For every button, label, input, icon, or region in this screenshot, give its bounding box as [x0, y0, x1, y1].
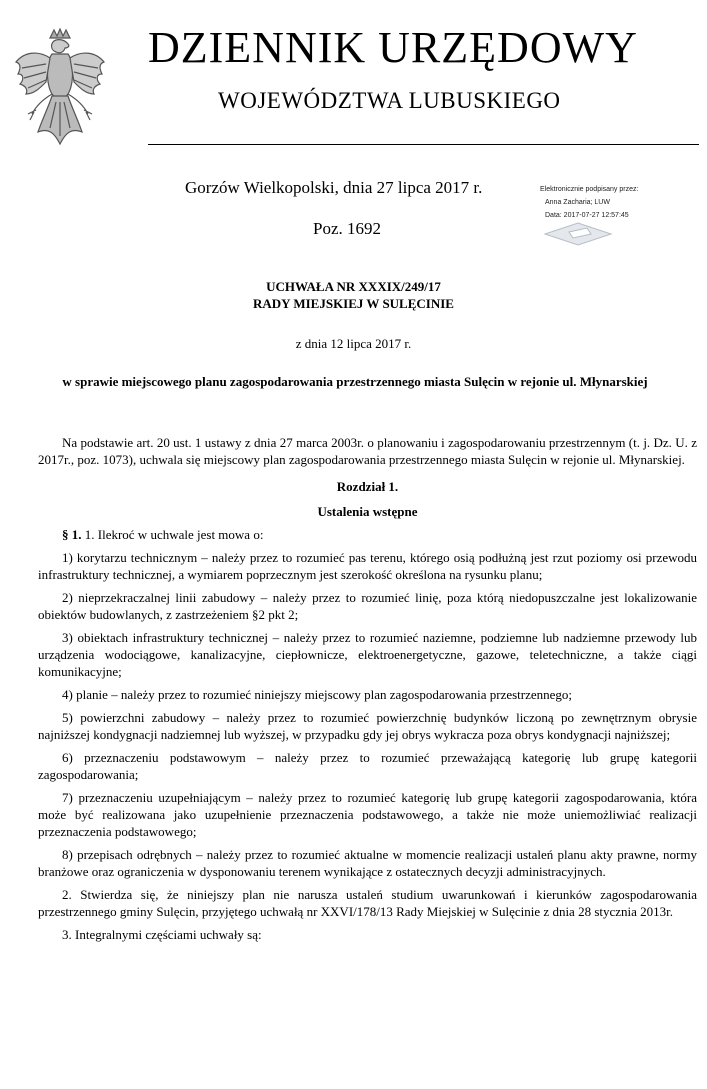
chapter-title: Ustalenia wstępne	[317, 504, 418, 519]
definition-item: 6) przeznaczeniu podstawowym – należy przez to rozumieć przeważającą kategorię lub grupę kategorii zagospodarowania;	[38, 750, 697, 782]
position-number: Poz. 1692	[313, 219, 381, 238]
resolution-council: RADY MIEJSKIEJ W SULĘCINIE	[253, 296, 454, 311]
resolution-number: UCHWAŁA NR XXXIX/249/17	[266, 279, 441, 294]
journal-subtitle: WOJEWÓDZTWA LUBUSKIEGO	[218, 88, 561, 113]
definition-item: 1) korytarzu technicznym – należy przez to rozumieć pas terenu, którego osią podłużną jest rzut poziomy osi przewodu infrastruktury technicznej, a wymiarem poprzecznym jest szerokość określona na rysunku planu;	[38, 550, 697, 582]
definition-item: 7) przeznaczeniu uzupełniającym – należy przez to rozumieć kategorię lub grupę kategorii zagospodarowania, która może być realizowana jako uzupełnienie przeznaczenia podstawowego, a także nie może uniemożliwiać realizacji przeznaczenia podstawowego;	[38, 790, 697, 839]
paragraph-1-text: 1. Ilekroć w uchwale jest mowa o:	[81, 527, 264, 542]
paragraph-1	[38, 526, 697, 543]
signature-label: Elektronicznie podpisany przez:	[540, 186, 639, 193]
preamble: Na podstawie art. 20 ust. 1 ustawy z dnia 27 marca 2003r. o planowaniu i zagospodarowaniu przestrzennym (t. j. Dz. U. z 2017r., poz. 1073), uchwala się miejscowy plan zagospodarowania przestrzennego miasta Sulęcin w rejonie ul. Młynarskiej.	[38, 435, 697, 467]
point-3: 3. Integralnymi częściami uchwały są:	[62, 927, 262, 942]
polish-eagle-emblem-icon	[12, 28, 108, 146]
definition-item: 5) powierzchni zabudowy – należy przez to rozumieć powierzchnię budynków liczoną po zewnętrznym obrysie najniższej kondygnacji nadziemnej lub wyższej, w przypadku gdy jej obrys wykracza poza obrys kondygnacji najniższej;	[38, 710, 697, 742]
definition-item: 3) obiektach infrastruktury technicznej – należy przez to rozumieć naziemne, podziemne lub nadziemne przewody lub urządzenia wodociągowe, kanalizacyjne, ciepłownicze, elektroenergetyczne, gazowe, teletechniczne, a także ciągi komunikacyjne;	[38, 630, 697, 679]
resolution-subject: w sprawie miejscowego planu zagospodarowania przestrzennego miasta Sulęcin w rejonie ul. Młynarskiej	[62, 374, 648, 389]
header-divider	[148, 144, 699, 145]
publication-place-date: Gorzów Wielkopolski, dnia 27 lipca 2017 r.	[185, 178, 483, 197]
document-body	[38, 434, 697, 949]
resolution-date: z dnia 12 lipca 2017 r.	[295, 336, 412, 351]
signature-date: Data: 2017-07-27 12:57:45	[545, 212, 629, 219]
paragraph-1-label: § 1.	[62, 527, 82, 542]
signature-stamp-icon	[541, 222, 615, 246]
definition-item: 2) nieprzekraczalnej linii zabudowy – należy przez to rozumieć linię, poza którą niedopuszczalne jest lokalizowanie obiektów budowlanych, z zastrzeżeniem §2 pkt 2;	[38, 590, 697, 622]
journal-title: DZIENNIK URZĘDOWY	[148, 23, 638, 72]
chapter-heading: Rozdział 1.	[336, 479, 399, 494]
point-2: 2. Stwierdza się, że niniejszy plan nie narusza ustaleń studium uwarunkowań i kierunków zagospodarowania przestrzennego gminy Sulęcin, przyjętego uchwałą nr XXVI/178/13 Rady Miejskiej w Sulęcinie z dnia 28 stycznia 2013r.	[38, 887, 697, 919]
definition-item: 4) planie – należy przez to rozumieć niniejszy miejscowy plan zagospodarowania przestrzennego;	[62, 687, 573, 702]
electronic-signature-block	[540, 183, 638, 222]
definition-item: 8) przepisach odrębnych – należy przez to rozumieć aktualne w momencie realizacji ustaleń planu akty prawne, normy branżowe oraz ograniczenia w dysponowaniu terenem wynikające z ostatecznych decyzji administracyjnych.	[38, 847, 697, 879]
signature-signer: Anna Zacharia; LUW	[545, 199, 610, 206]
